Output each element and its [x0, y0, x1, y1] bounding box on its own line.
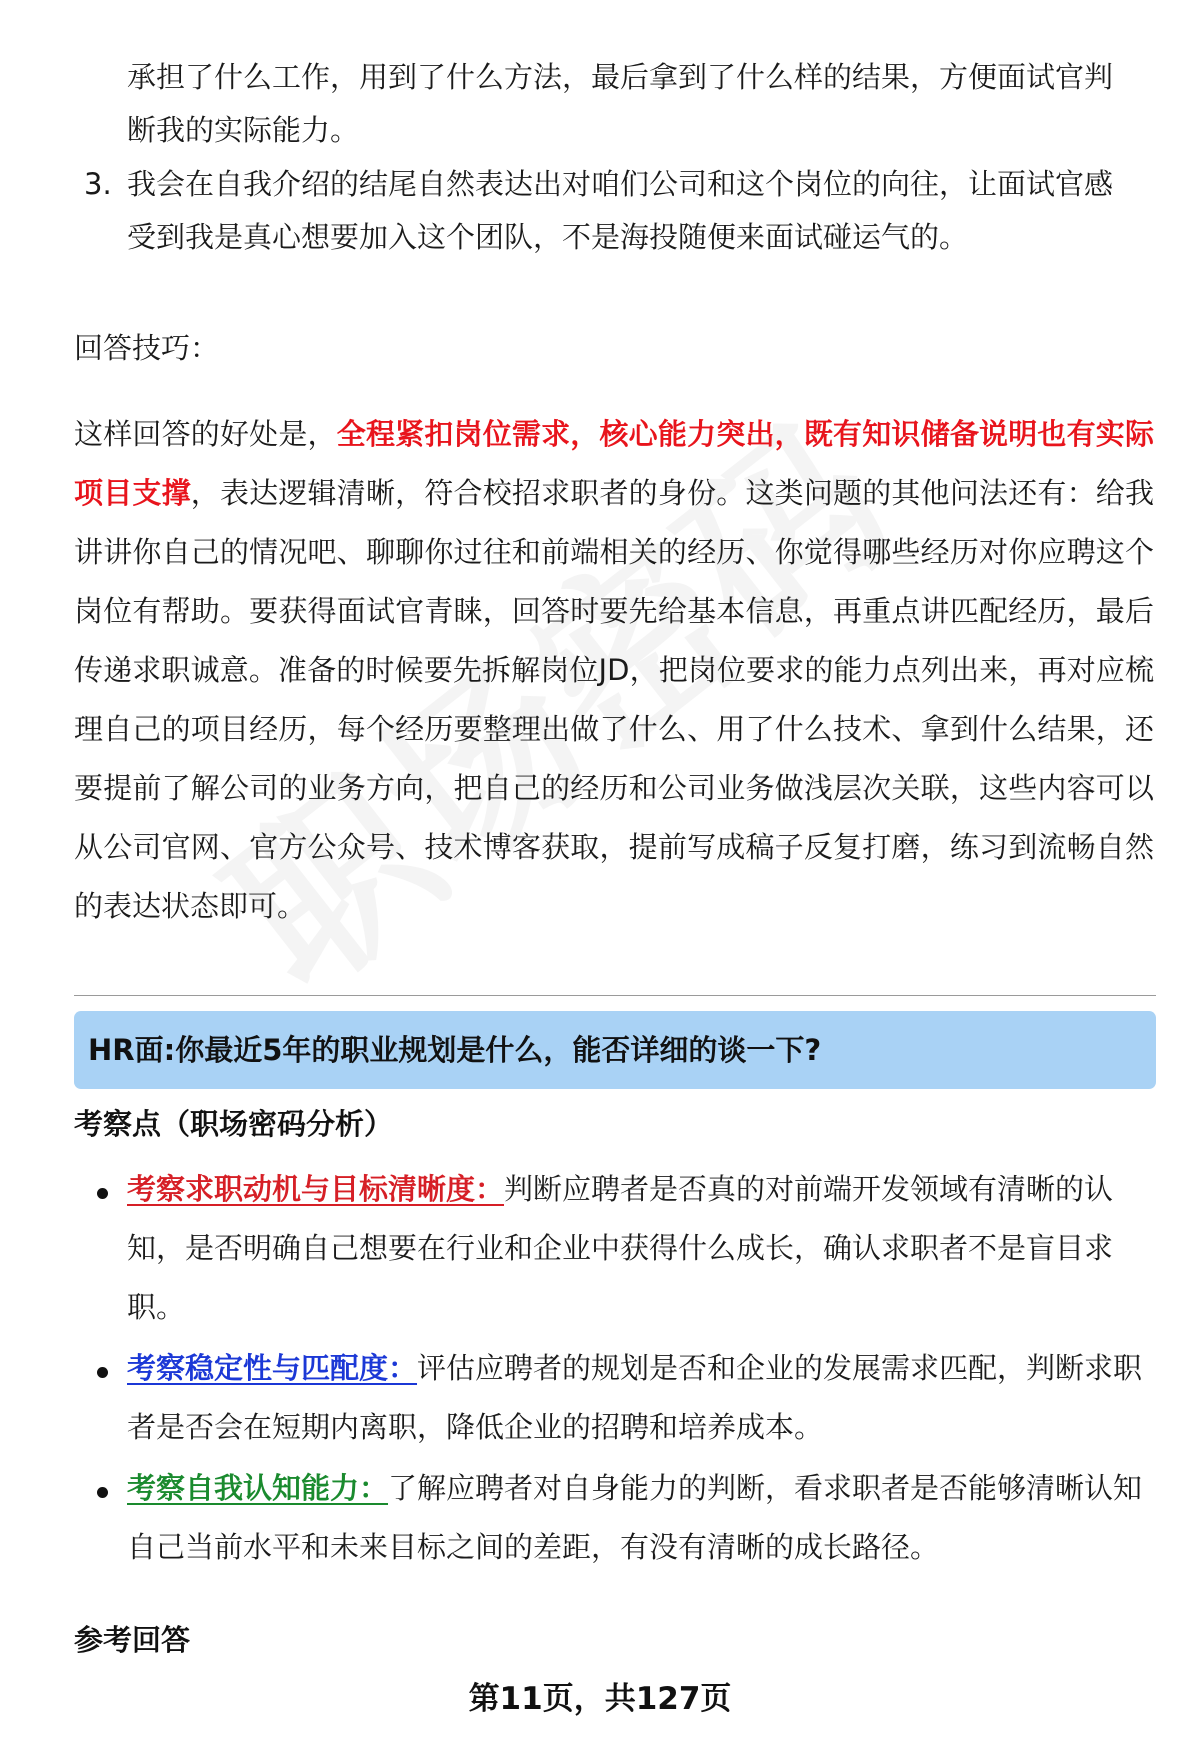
point-1-label: 考察求职动机与目标清晰度：	[127, 1172, 505, 1206]
point-3-text: 了解应聘者对自身能力的判断，看求职者是否能够清晰认知自己当前水平和未来目标之间的差距，有没有清晰的成长路径。	[127, 1471, 1143, 1564]
analysis-point-1	[127, 1160, 1157, 1337]
tips-highlight: 全程紧扣岗位需求，核心能力突出，既有知识储备说明也有实际项目支撑	[74, 417, 1154, 510]
point-2-text: 评估应聘者的规划是否和企业的发展需求匹配，判断求职者是否会在短期内离职，降低企业的招聘和培养成本。	[127, 1351, 1143, 1444]
bullet-dot-1	[97, 1188, 108, 1199]
tips-paragraph	[74, 405, 1154, 936]
page-number: 第11页，共127页	[468, 1681, 732, 1717]
question-title: HR面:你最近5年的职业规划是什么，能否详细的谈一下?	[88, 1033, 822, 1067]
tips-body: ，表达逻辑清晰，符合校招求职者的身份。这类问题的其他问法还有：给我讲讲你自己的情况吧、聊聊你过往和前端相关的经历、你觉得哪些经历对你应聘这个岗位有帮助。要获得面试官青睐，回答时要先给基本信息，再重点讲匹配经历，最后传递求职诚意。准备的时候要先拆解岗位JD，把岗位要求的能力点列出来，再对应梳理自己的项目经历，每个经历要整理出做了什么、用了什么技术、拿到什么结果，还要提前了解公司的业务方向，把自己的经历和公司业务做浅层次关联，这些内容可以从公司官网、官方公众号、技术博客获取，提前写成稿子反复打磨，练习到流畅自然的表达状态即可。	[74, 476, 1154, 923]
reference-heading: 参考回答	[74, 1623, 191, 1657]
analysis-point-2	[127, 1339, 1157, 1457]
tips-heading: 回答技巧：	[74, 331, 220, 365]
section-divider	[74, 995, 1156, 996]
intro-tail-line-1: 承担了什么工作，用到了什么方法，最后拿到了什么样的结果，方便面试官判	[127, 60, 1114, 94]
intro-tail-line-2: 断我的实际能力。	[127, 113, 360, 147]
tips-lead: 这样回答的好处是，	[74, 417, 337, 451]
list-number-3: 3.	[84, 167, 112, 201]
analysis-heading: 考察点（职场密码分析）	[74, 1107, 394, 1141]
point-3-label: 考察自我认知能力：	[127, 1471, 389, 1505]
analysis-point-3	[127, 1459, 1157, 1577]
bullet-dot-2	[97, 1367, 108, 1378]
item3-line-2: 受到我是真心想要加入这个团队，不是海投随便来面试碰运气的。	[127, 220, 969, 254]
point-1-text: 判断应聘者是否真的对前端开发领域有清晰的认知，是否明确自己想要在行业和企业中获得什么成长，确认求职者不是盲目求职。	[127, 1172, 1114, 1324]
point-2-label: 考察稳定性与匹配度：	[127, 1351, 418, 1385]
bullet-dot-3	[97, 1487, 108, 1498]
item3-line-1: 我会在自我介绍的结尾自然表达出对咱们公司和这个岗位的向往，让面试官感	[127, 167, 1114, 201]
